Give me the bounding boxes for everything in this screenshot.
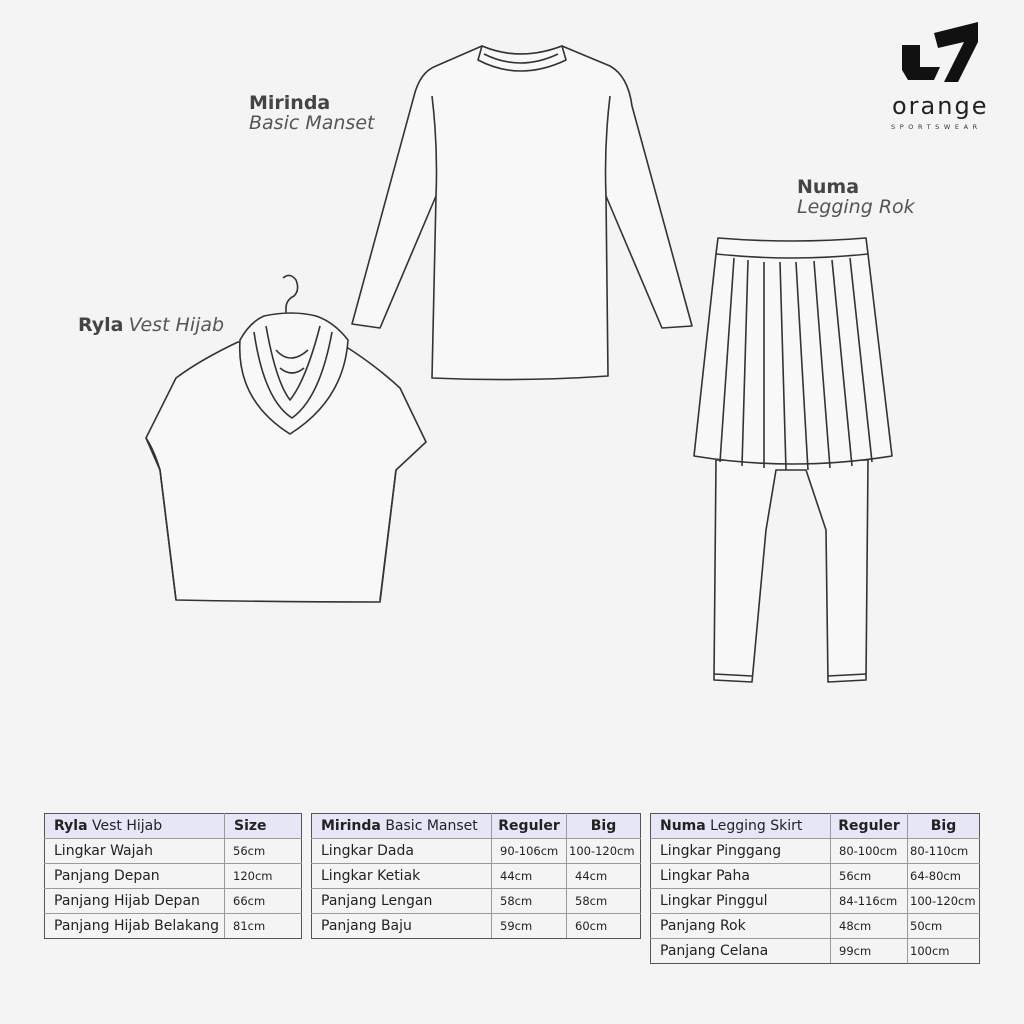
ryla-size-table bbox=[44, 813, 302, 939]
table-row: Lingkar Wajah 56cm bbox=[45, 839, 302, 864]
table-header-row bbox=[651, 814, 980, 839]
numa-type: Legging Rok bbox=[797, 195, 915, 218]
mirinda-type: Basic Manset bbox=[249, 111, 375, 134]
table-row: Lingkar Pinggang 80-100cm 80-110cm bbox=[651, 839, 980, 864]
table-row: Lingkar Paha 56cm 64-80cm bbox=[651, 864, 980, 889]
table-row: Panjang Depan 120cm bbox=[45, 864, 302, 889]
vest-hijab-illustration bbox=[140, 270, 430, 620]
table-row: Panjang Hijab Depan 66cm bbox=[45, 889, 302, 914]
numa-size-table bbox=[650, 813, 980, 964]
column-header: Size bbox=[225, 814, 302, 839]
column-header: Reguler bbox=[492, 814, 567, 839]
table-row: Panjang Hijab Belakang 81cm bbox=[45, 914, 302, 939]
table-header-row bbox=[312, 814, 641, 839]
table-row: Panjang Baju 59cm 60cm bbox=[312, 914, 641, 939]
table-title: Ryla Vest Hijab bbox=[45, 814, 225, 839]
column-header: Big bbox=[567, 814, 641, 839]
column-header: Big bbox=[908, 814, 980, 839]
brand-name: orange bbox=[892, 92, 989, 120]
table-row: Lingkar Ketiak 44cm 44cm bbox=[312, 864, 641, 889]
numa-name: Numa bbox=[797, 176, 860, 198]
brand-tagline: SPORTSWEAR bbox=[891, 123, 982, 131]
legging-skirt-illustration bbox=[686, 230, 896, 690]
mirinda-name: Mirinda bbox=[249, 92, 331, 114]
table-title: Numa Legging Skirt bbox=[651, 814, 831, 839]
ryla-name: Ryla bbox=[78, 314, 124, 336]
table-row: Lingkar Pinggul 84-116cm 100-120cm bbox=[651, 889, 980, 914]
table-header-row bbox=[45, 814, 302, 839]
table-row: Panjang Lengan 58cm 58cm bbox=[312, 889, 641, 914]
mirinda-size-table bbox=[311, 813, 641, 939]
numa-label bbox=[797, 178, 915, 218]
table-title: Mirinda Basic Manset bbox=[312, 814, 492, 839]
table-row: Lingkar Dada 90-106cm 100-120cm bbox=[312, 839, 641, 864]
table-row: Panjang Rok 48cm 50cm bbox=[651, 914, 980, 939]
table-row: Panjang Celana 99cm 100cm bbox=[651, 939, 980, 964]
column-header: Reguler bbox=[831, 814, 908, 839]
ryla-type: Vest Hijab bbox=[128, 314, 225, 336]
